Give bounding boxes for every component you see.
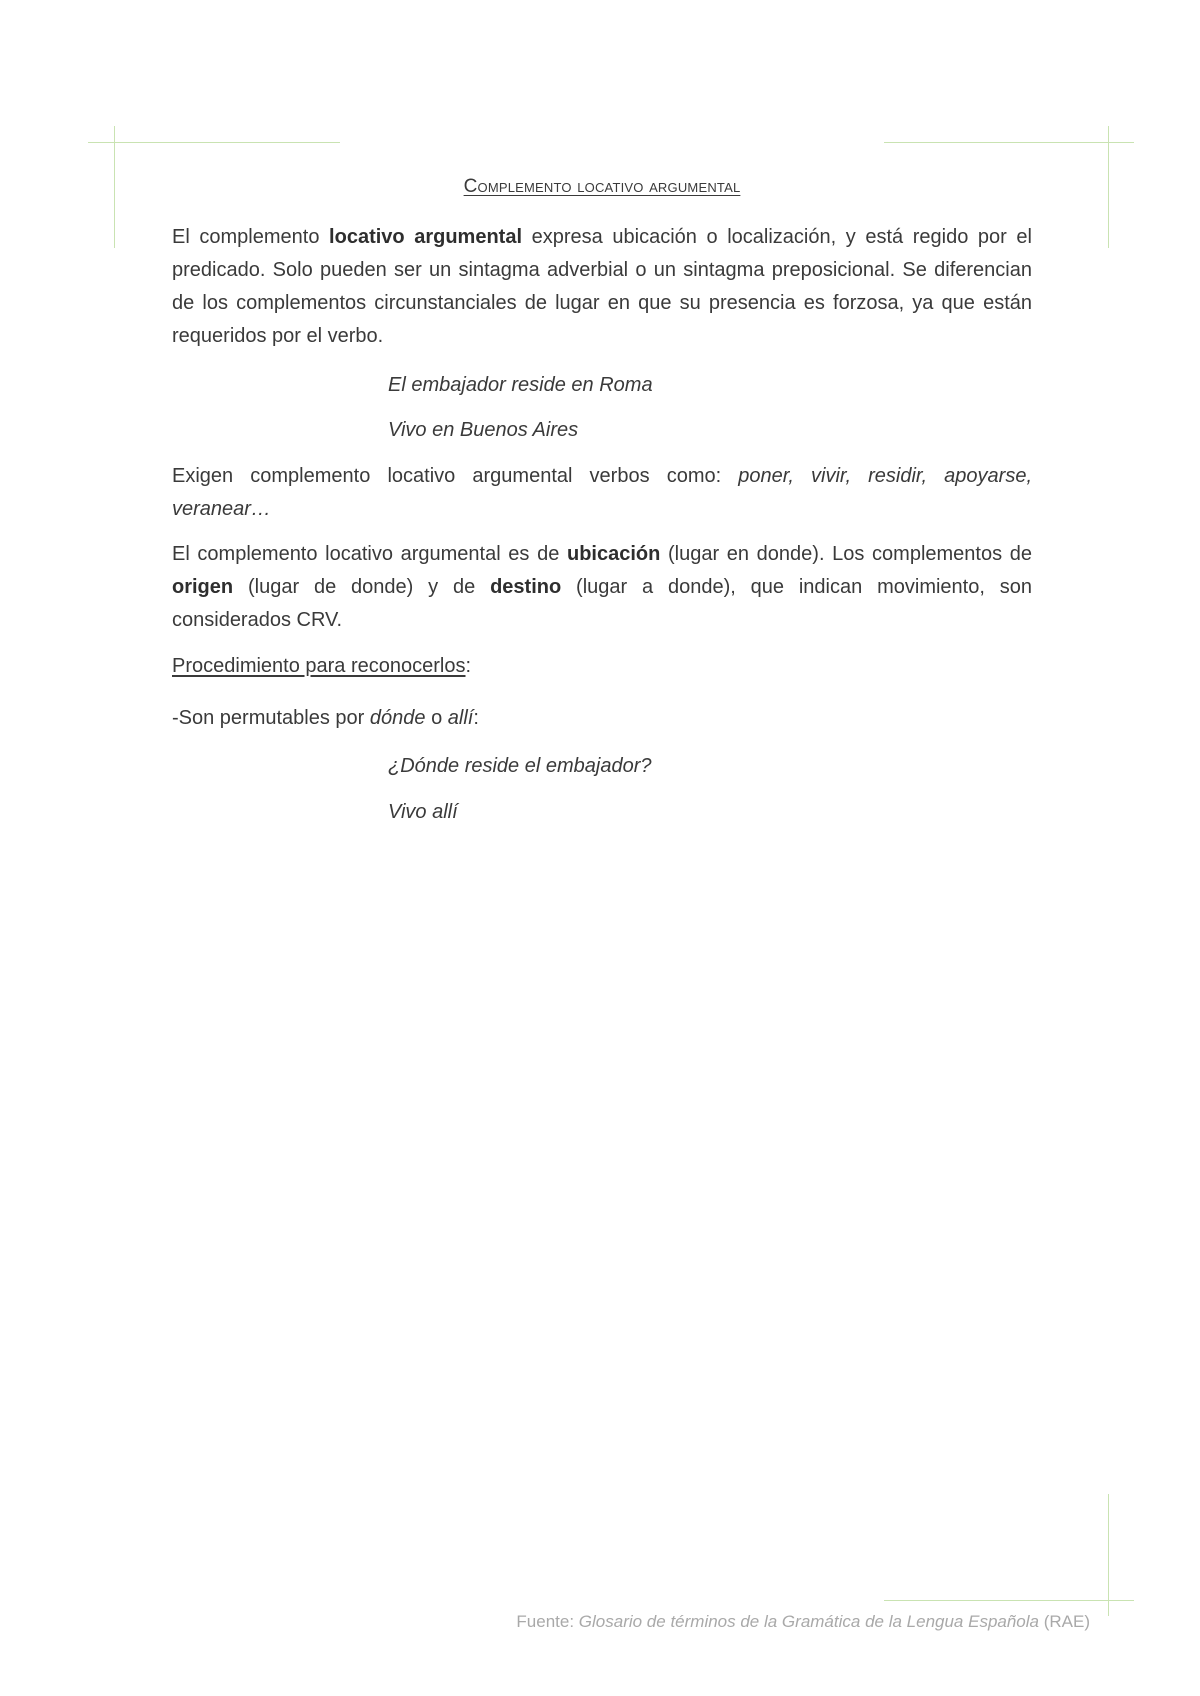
example-sentence: ¿Dónde reside el embajador? bbox=[388, 755, 652, 777]
page-title: Complemento locativo argumental bbox=[463, 176, 741, 197]
crop-mark-bottom-right-v bbox=[1108, 1494, 1109, 1616]
example-sentence: Vivo en Buenos Aires bbox=[388, 419, 579, 441]
term-locativo-argumental: locativo argumental bbox=[329, 226, 523, 248]
paragraph-verbs: Exigen complemento locativo argumental verbos como: poner, vivir, residir, apoyarse, veranear… bbox=[172, 465, 1032, 520]
verb-list: poner, vivir, residir, apoyarse, veranear… bbox=[172, 465, 1032, 520]
crop-mark-top-right-v bbox=[1108, 126, 1109, 248]
footer-source: Fuente: Glosario de términos de la Gramática de la Lengua Española (RAE) bbox=[516, 1612, 1090, 1631]
paragraph-types: El complemento locativo argumental es de ubicación (lugar en donde). Los complementos de origen (lugar de donde) y de destino (lugar a donde), que indican movimiento, son considerados CRV. bbox=[172, 543, 1033, 631]
paragraph-permutation: -Son permutables por dónde o allí: bbox=[172, 707, 479, 729]
crop-mark-top-left-v bbox=[114, 126, 115, 248]
example-sentence: Vivo allí bbox=[388, 801, 458, 823]
crop-mark-bottom-right-h bbox=[884, 1600, 1134, 1601]
crop-mark-top-left-h bbox=[88, 142, 340, 143]
crop-mark-top-right-h bbox=[884, 142, 1134, 143]
procedure-heading: Procedimiento para reconocerlos: bbox=[172, 655, 472, 677]
paragraph-definition: El complemento locativo argumental expresa ubicación o localización, y está regido por el predicado. Solo pueden ser un sintagma adverbial o un sintagma preposicional. Se diferencian de los complementos circunstanciales de lugar en que su presencia es forzosa, ya que están requeridos por el verbo. bbox=[172, 226, 1032, 347]
example-sentence: El embajador reside en Roma bbox=[388, 374, 653, 396]
